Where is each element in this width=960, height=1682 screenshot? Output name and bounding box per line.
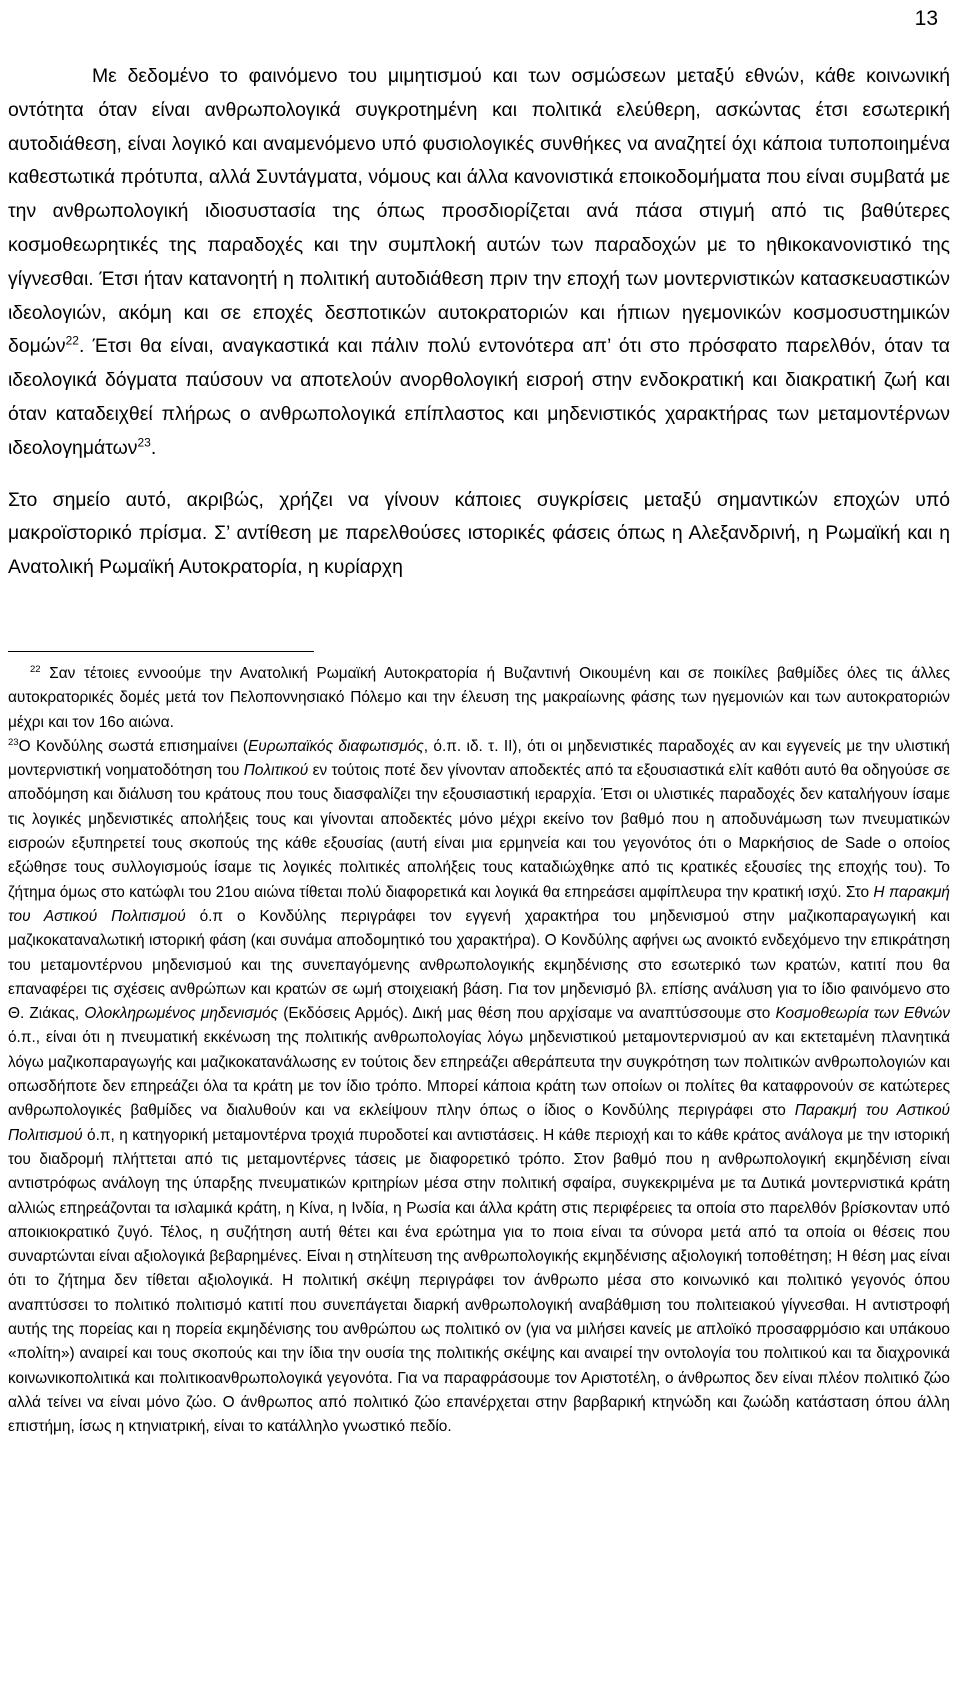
footnote-ref-23[interactable]: 23 — [137, 435, 151, 450]
paragraph-1-part-1: Με δεδομένο το φαινόμενο του μιμητισμού και των οσμώσεων μεταξύ εθνών, κάθε κοινωνική οντότητα όταν είναι ανθρωπολογικά συγκροτημένη και πολιτικά ελεύθερη, ασκώντας έτσι εσωτερική αυτοδιάθεση, είναι λογικό και αναμενόμενο υπό φυσιολογικές συνθήκες να αναζητεί όχι κάποια τυποποιημένα καθεστωτικά πρότυπα, αλλά Συντάγματα, νόμους και άλλα κανονιστικά εποικοδομήματα που είναι συμβατά με την ανθρωπολογική ιδιοσυστασία της όπως προσδιορίζεται ανά πάσα στιγμή από τις βαθύτερες κοσμοθεωρητικές της παραδοχές και την συμπλοκή αυτών των παραδοχών με το ηθικοκανονιστικό της γίγνεσθαι. Έτσι ήταν κατανοητή η πολιτική αυτοδιάθεση πριν την εποχή των μοντερνιστικών κατασκευαστικών ιδεολογιών, ακόμη και σε εποχές δεσποτικών αυτοκρατοριών και ήπιων ηγεμονικών κοσμοσυστημικών δομών — [8, 65, 950, 358]
footnotes — [8, 662, 950, 1440]
footnote-23-title-2: Πολιτικού — [243, 762, 309, 780]
paragraph-2: Στο σημείο αυτό, ακριβώς, χρήζει να γίνουν κάποιες συγκρίσεις μεταξύ σημαντικών εποχών υπό μακροϊστορικό πρίσμα. Σ’ αντίθεση με παρελθούσες ιστορικές φάσεις όπως η Αλεξανδρινή, η Ρωμαϊκή και η Ανατολική Ρωμαϊκή Αυτοκρατορία, η κυρίαρχη — [8, 488, 950, 579]
main-text — [8, 60, 950, 585]
paragraph-1-part-2: . Έτσι θα είναι, αναγκαστικά και πάλιν πολύ εντονότερα απ’ ότι στο πρόσφατο παρελθόν, όταν τα ιδεολογικά δόγματα παύσουν να αποτελούν ανορθολογική εισροή στην ενδοκρατική και διακρατική ζωή και όταν καταδειχθεί πλήρως ο ανθρωπολογικά επίπλαστος και μηδενιστικός χαρακτήρας των μεταμοντέρνων ιδεολογημάτων — [8, 335, 950, 459]
footnote-23-mark: 23 — [8, 736, 19, 748]
footnote-separator — [8, 651, 314, 652]
footnote-23-title-3: Η παρακμή του Αστικού Πολιτισμού — [8, 883, 950, 925]
footnote-23-text-1: Ο Κονδύλης σωστά επισημαίνει ( — [18, 737, 249, 755]
footnote-22-text: Σαν τέτοιες εννοούμε την Ανατολική Ρωμαϊκή Αυτοκρατορία ή Βυζαντινή Οικουμένη και σε ποικίλες βαθμίδες όλες τις άλλες αυτοκρατορικές δομές μετά τον Πελοποννησιακό Πόλεμο και την έλευση της μακραίωνης φάσης των ηγεμονιών και των αυτοκρατοριών μέχρι και τον 16ο αιώνα. — [8, 665, 950, 731]
footnote-22-mark: 22 — [30, 663, 41, 675]
footnote-23-text-5: (Εκδόσεις Αρμός). Δική μας θέση που αρχίσαμε να αναπτύσσουμε στο — [278, 1005, 776, 1023]
footnote-23-title-5: Κοσμοθεωρία των Εθνών — [775, 1005, 950, 1023]
footnote-23-text-6: ό.π., είναι ότι η πνευματική εκκένωση της πολιτικής ανθρωπολογίας λόγω μηδενιστικού μεταμοντερνισμού αν και εκτεταμένη πλανητικά λόγω μαζικοπαραγωγής και μαζικοκατανάλωσης εν τούτοις δεν επηρεάζει αθεράπευτα την συγκρότηση των πολιτικών ανθρωπολογιών και οπωσδήποτε δεν επηρεάζει όλα τα κράτη με τον ίδιο τρόπο. Μπορεί κάποια κράτη των οποίων οι πολίτες θα καταφρονούν σε κατώτερες ανθρωπολογικές βαθμίδες να διαλυθούν και να εκλείψουν πλην όπως ο ίδιος ο Κονδύλης περιγράφει στο — [8, 1029, 950, 1120]
footnote-23-text-3: εν τούτοις ποτέ δεν γίνονταν αποδεκτές από τα εξουσιαστικά ελίτ καθότι αυτό θα οδηγούσε σε αποδόμηση και διάλυση του κράτους που τους διασφαλίζει την εξουσιαστική ιεραρχία. Έτσι οι υλιστικές παραδοχές δεν καταλήγουν ίσαμε τις λογικές μηδενιστικές απολήξεις τους και γίνονται αποδεκτές μόνο μέχρι εκείνο τον βαθμό που η αποδυνάμωση των πνευματικών εισροών εξυπηρετεί τους σκοπούς της κάθε εξουσίας (αυτή είναι μια ερμηνεία και του γεγονότος ότι ο Μαρκήσιος de Sade ο οποίος εξώθησε τους συλλογισμούς ίσαμε τις λογικές πολιτικές απολήξεις τους καταδιώχθηκε από τις κρατικές εξουσίες της εποχής του). Το ζήτημα όμως στο κατώφλι του 21ου αιώνα τίθεται πολύ διαφορετικά και λογικά θα επηρεάσει αμφίπλευρα την κρατική ισχύ. Στο — [8, 762, 950, 901]
footnote-23 — [8, 735, 950, 1440]
footnote-ref-22[interactable]: 22 — [65, 333, 79, 348]
footnote-22 — [8, 662, 950, 735]
footnote-23-title-4: Ολοκληρωμένος μηδενισμός — [84, 1005, 279, 1023]
footnote-23-title-6: Παρακμή του Αστικού Πολιτισμού — [8, 1102, 950, 1144]
footnote-23-title-1: Ευρωπαϊκός διαφωτισμός — [248, 737, 424, 755]
footnote-23-text-7: ό.π, η κατηγορική μεταμοντέρνα τροχιά πυροδοτεί και αντιστάσεις. Η κάθε περιοχή και το κάθε κράτος ανάλογα με την ιστορική του διαδρομή πλήττεται από τις μεταμοντέρνες τάσεις με διαφορετικό τρόπο. Στον βαθμό που η ανθρωπολογική εκμηδένιση είναι αντιστρόφως ανάλογη της ύπαρξης πνευματικών κριτηρίων μέσα στην πολιτική σφαίρα, συγκεκριμένα με τα Δυτικά μοντερνιστικά κράτη αλλιώς επηρεάζονται τα ισλαμικά κράτη, η Κίνα, η Ινδία, η Ρωσία και άλλα κράτη στις περιφέρειες τα οποία στο παρελθόν βρίσκονταν υπό αποικιοκρατικό ζυγό. Τέλος, η συζήτηση αυτή θέτει και ένα ερώτημα για το ποια είναι τα σύνορα μετά από τα οποία οι θέσεις που συναρτώνται είναι αξιολογικά βεβαρημένες. Είναι η στηλίτευση της ανθρωπολογικής εκμηδένισης αξιολογική τοποθέτηση; Η θέση μας είναι ότι το ζήτημα δεν τίθεται αξιολογικά. Η πολιτική σκέψη περιγράφει τον άνθρωπο μέσα στο κοινωνικό και πολιτικό γεγονός όπου αναπτύσσει το πολιτικό πολιτισμό κατιτί που συνεπάγεται διαρκή ανθρωπολογική αναβάθμιση του πολιτειακού γίγνεσθαι. Η αντιστροφή αυτής της πορείας και η πορεία εκμηδένισης του ανθρώπου ως πολιτικό ον (για να μιλήσει κανείς με απλοϊκό προσαφρμόσιο και υπάκουο «πολίτη») αναιρεί και τους σκοπούς και την ίδια την ουσία της πολιτικής σκέψης και αναιρεί την οντολογία του πολιτικού και τα διαχρονικά κοινωνικοπολιτικά και πολιτικοανθρωπολογικά γεγονότα. Για να παραφράσουμε τον Αριστοτέλη, ο άνθρωπος δεν είναι πλέον πολιτικό ζώο αλλά τείνει να είναι μόνο ζώο. Ο άνθρωπος από πολιτικό ζώο επανέρχεται στην βαρβαρική κτηνώδη και ζωώδη κατάσταση όπου άλλη επιστήμη, ίσως η κτηνιατρική, είναι το κατάλληλο γνωστικό πεδίο. — [8, 1126, 950, 1436]
page-number: 13 — [914, 7, 938, 30]
paragraph-1-part-3: . — [150, 436, 157, 459]
footnote-23-text-4: ό.π ο Κονδύλης περιγράφει τον εγγενή χαρακτήρα του μηδενισμού στην μαζικοπαραγωγική και μαζικοκαταναλωτική ιστορική φάση (και συνάμα αποδομητικό του χαρακτήρα). Ο Κονδύλης αφήνει ως ανοικτό ενδεχόμενο την επικράτηση του μεταμοντέρνου μηδενισμού και της συνεπαγόμενης ανθρωπολογικής εκμηδένισης στο εσωτερικό των κρατών, κατιτί που θα επαναφέρει τις σχέσεις ανθρώπων και κρατών σε ωμή στοιχειακή βάση. Για τον μηδενισμό βλ. επίσης ανάλυση για το ίδιο φαινόμενο στο Θ. Ζιάκας, — [8, 907, 950, 1023]
paragraph-1 — [8, 60, 950, 466]
footnote-23-text-2: , ό.π. ιδ. τ. ΙΙ), ότι οι μηδενιστικές παραδοχές αν και εγγενείς με την υλιστική μοντερνιστική νοηματοδότηση του — [8, 737, 950, 780]
